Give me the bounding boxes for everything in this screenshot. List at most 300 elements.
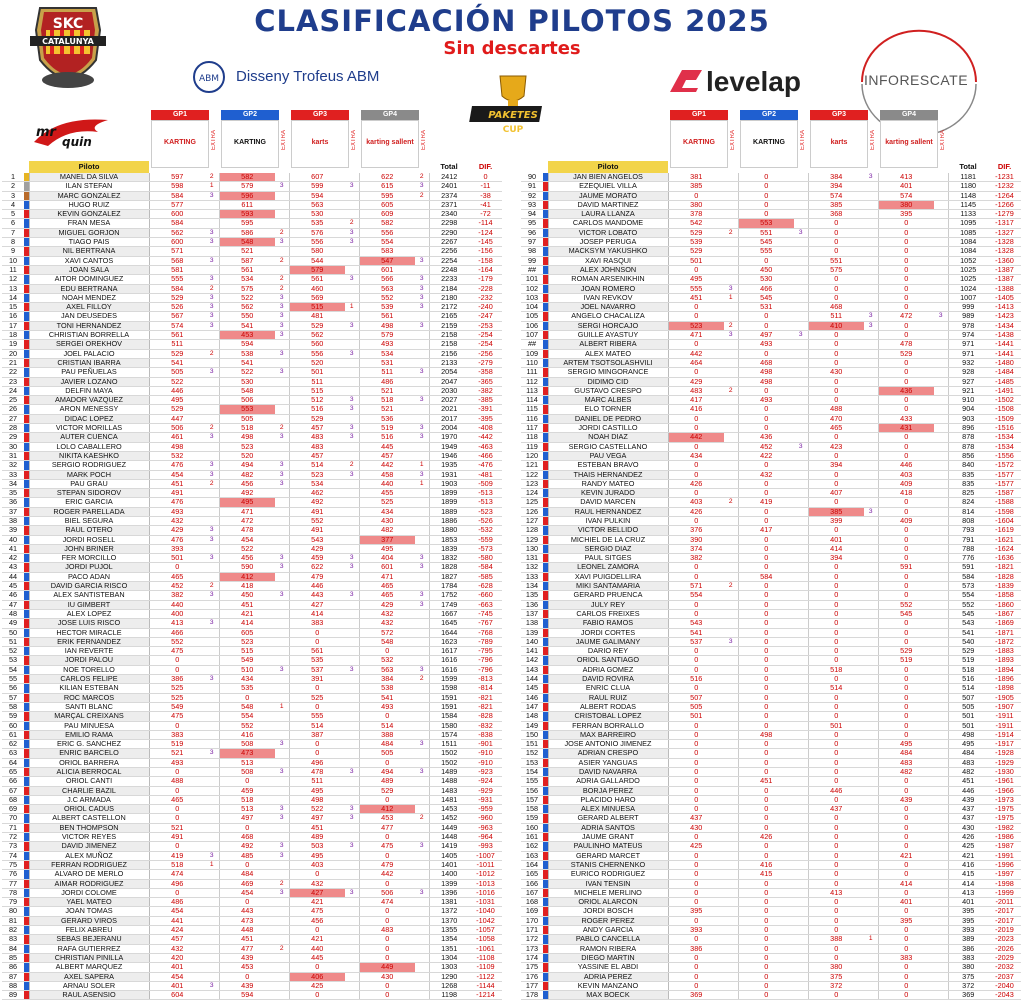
gp4-extra <box>415 805 429 814</box>
gp1-extra <box>724 991 738 1000</box>
gp4-points: 521 <box>359 405 415 414</box>
gp1-points: 386 <box>668 944 724 953</box>
gp2-extra: 3 <box>275 433 289 442</box>
gp2-extra <box>794 424 808 433</box>
total-points: 971 <box>948 349 988 358</box>
gp4-extra <box>934 740 948 749</box>
pilot-name: DIDAC LOPEZ <box>29 414 149 423</box>
gp1-extra <box>205 405 219 414</box>
gp4-points: 0 <box>878 675 934 684</box>
difference: -1636 <box>988 554 1021 563</box>
position-cell: 51 <box>2 637 24 646</box>
gp2-points: 494 <box>219 461 275 470</box>
gp3-points: 514 <box>808 684 864 693</box>
gp3-extra <box>864 647 878 656</box>
gp3-extra <box>864 786 878 795</box>
pilot-name: ORIOL BARRERA <box>29 758 149 767</box>
gp3-extra <box>864 609 878 618</box>
gp4-extra <box>415 489 429 498</box>
total-points: 1419 <box>429 842 469 851</box>
svg-text:ABM: ABM <box>198 74 220 84</box>
gp4-extra: 3 <box>415 396 429 405</box>
position-cell: 147 <box>521 702 543 711</box>
gp1-extra <box>724 312 738 321</box>
gp3-points: 0 <box>808 656 864 665</box>
gp2-points: 450 <box>738 265 794 274</box>
gp3-points: 0 <box>808 814 864 823</box>
gp3-extra: 1 <box>345 303 359 312</box>
position-cell: 159 <box>521 814 543 823</box>
gp2-points: 0 <box>738 740 794 749</box>
gp4-points: 514 <box>359 721 415 730</box>
gp2-extra <box>794 944 808 953</box>
gp4-points: 521 <box>359 386 415 395</box>
total-points: 1181 <box>948 173 988 182</box>
gp1-points: 561 <box>149 331 205 340</box>
gp4-points: 538 <box>359 684 415 693</box>
gp2-extra <box>794 396 808 405</box>
gp4-points: 0 <box>878 823 934 832</box>
gp4-points: 484 <box>359 740 415 749</box>
gp1-extra <box>205 489 219 498</box>
gp3-extra: 3 <box>345 805 359 814</box>
gp1-extra: 3 <box>205 191 219 200</box>
table-row <box>2 470 502 479</box>
gp1-extra <box>724 805 738 814</box>
gp3-points: 0 <box>808 712 864 721</box>
total-points: 543 <box>948 619 988 628</box>
gp4-points: 449 <box>359 963 415 972</box>
gp2-points: 498 <box>738 377 794 386</box>
difference: -963 <box>469 823 502 832</box>
gp2-points: 414 <box>219 619 275 628</box>
gp4-extra <box>934 758 948 767</box>
gp2-points: 0 <box>738 814 794 823</box>
pilot-name: GUSTAVO CRESPO <box>548 386 668 395</box>
difference: -1534 <box>988 442 1021 451</box>
gp2-extra <box>794 981 808 990</box>
pilot-name: NOAH DIAZ <box>548 433 668 442</box>
gp2-points: 0 <box>738 842 794 851</box>
gp2-points: 593 <box>219 210 275 219</box>
pilot-name: CARLOS MANDOME <box>548 219 668 228</box>
gp3-points: 413 <box>808 888 864 897</box>
difference: -745 <box>469 609 502 618</box>
gp2-points: 520 <box>219 451 275 460</box>
gp4-points: 0 <box>878 702 934 711</box>
gp2-points: 605 <box>219 628 275 637</box>
gp3-points: 429 <box>289 544 345 553</box>
gp4-extra <box>415 210 429 219</box>
position-cell: 163 <box>521 851 543 860</box>
gp2-points: 0 <box>738 619 794 628</box>
gp3-extra <box>864 795 878 804</box>
gp2-extra <box>794 935 808 944</box>
total-points: 386 <box>948 944 988 953</box>
position-cell: 138 <box>521 619 543 628</box>
total-points: 395 <box>948 916 988 925</box>
gp1-extra <box>205 451 219 460</box>
gp1-points: 382 <box>149 591 205 600</box>
gp2-extra <box>275 833 289 842</box>
gp2-points: 0 <box>738 554 794 563</box>
position-cell: 146 <box>521 693 543 702</box>
gp4-extra <box>934 879 948 888</box>
gp4-extra <box>934 498 948 507</box>
gp2-points: 0 <box>738 712 794 721</box>
gp3-extra: 1 <box>864 935 878 944</box>
total-points: 495 <box>948 740 988 749</box>
difference: -463 <box>469 442 502 451</box>
gp4-extra <box>934 526 948 535</box>
gp4-extra <box>415 916 429 925</box>
gp2-points: 0 <box>738 944 794 953</box>
gp4-points: 541 <box>359 693 415 702</box>
gp1-extra: 3 <box>205 321 219 330</box>
gp4-extra <box>415 628 429 637</box>
total-points: 788 <box>948 544 988 553</box>
total-points: 814 <box>948 507 988 516</box>
table-row <box>521 619 1021 628</box>
gp3-points: 399 <box>808 516 864 525</box>
gp2-points: 0 <box>738 935 794 944</box>
gp1-extra <box>724 210 738 219</box>
gp3-extra: 2 <box>345 219 359 228</box>
table-row <box>2 907 502 916</box>
pilot-name: ORIOL CANTI <box>29 777 149 786</box>
difference: -1839 <box>988 582 1021 591</box>
gp2-extra <box>275 898 289 907</box>
pilot-name: JORDI ROSELL <box>29 535 149 544</box>
gp4-extra: 3 <box>415 842 429 851</box>
gp2-extra <box>275 675 289 684</box>
gp2-points: 518 <box>219 795 275 804</box>
gp3-extra <box>345 730 359 739</box>
gp2-extra <box>275 173 289 182</box>
gp4-points: 377 <box>359 535 415 544</box>
gp4-extra <box>415 414 429 423</box>
pilot-name: ORIOL SANTIAGO <box>548 656 668 665</box>
gp4-extra: 3 <box>415 888 429 897</box>
difference: -828 <box>469 712 502 721</box>
gp3-points: 511 <box>808 312 864 321</box>
gp1-extra <box>205 833 219 842</box>
gp1-extra <box>724 396 738 405</box>
gp3-extra <box>864 628 878 637</box>
gp2-extra <box>794 591 808 600</box>
total-points: 1949 <box>429 442 469 451</box>
gp3-points: 0 <box>808 879 864 888</box>
pilot-name: PABLO CANCELLA <box>548 935 668 944</box>
difference: -1996 <box>988 860 1021 869</box>
gp4-extra <box>415 358 429 367</box>
gp1-points: 600 <box>149 238 205 247</box>
gp3-points: 0 <box>808 898 864 907</box>
pilot-name: STANIS CHERNENKO <box>548 860 668 869</box>
gp3-extra <box>345 256 359 265</box>
difference: -767 <box>469 619 502 628</box>
total-points: 2158 <box>429 331 469 340</box>
gp1-points: 451 <box>668 293 724 302</box>
gp4-extra <box>415 516 429 525</box>
gp3-extra: 3 <box>345 275 359 284</box>
gp4-points: 429 <box>359 600 415 609</box>
gp3-points: 0 <box>808 479 864 488</box>
gp2-points: 478 <box>219 526 275 535</box>
gp3-points: 0 <box>808 647 864 656</box>
gp1-extra <box>205 600 219 609</box>
total-points: 1899 <box>429 498 469 507</box>
gp3-points: 0 <box>808 702 864 711</box>
header-gp2: GP2 <box>221 110 279 120</box>
gp1-points: 0 <box>668 981 724 990</box>
position-cell: 157 <box>521 795 543 804</box>
difference: -1502 <box>988 396 1021 405</box>
gp3-points: 0 <box>808 284 864 293</box>
gp4-points: 445 <box>359 442 415 451</box>
gp1-points: 552 <box>149 637 205 646</box>
gp1-points: 0 <box>668 786 724 795</box>
position-cell: 19 <box>2 340 24 349</box>
gp3-points: 0 <box>808 953 864 962</box>
position-cell: 99 <box>521 256 543 265</box>
gp2-extra <box>794 740 808 749</box>
gp4-extra <box>415 749 429 758</box>
position-cell: 11 <box>2 265 24 274</box>
table-row <box>2 535 502 544</box>
total-points: 1644 <box>429 628 469 637</box>
pilot-name: JOSE LUIS RISCO <box>29 619 149 628</box>
gp2-points: 586 <box>219 228 275 237</box>
gp1-points: 420 <box>149 953 205 962</box>
gp1-points: 0 <box>668 414 724 423</box>
total-points: 1085 <box>948 228 988 237</box>
gp2-points: 587 <box>219 256 275 265</box>
gp2-points: 0 <box>738 210 794 219</box>
total-points: 1304 <box>429 953 469 962</box>
gp3-points: 563 <box>289 200 345 209</box>
gp4-extra <box>934 433 948 442</box>
gp1-extra <box>205 805 219 814</box>
table-row <box>2 498 502 507</box>
total-points: 1617 <box>429 647 469 656</box>
total-points: 971 <box>948 340 988 349</box>
difference: -795 <box>469 647 502 656</box>
difference: -580 <box>469 554 502 563</box>
gp1-extra <box>724 898 738 907</box>
gp2-points: 521 <box>219 247 275 256</box>
difference: -660 <box>469 591 502 600</box>
gp2-extra <box>275 712 289 721</box>
gp4-extra <box>415 507 429 516</box>
gp1-extra <box>205 768 219 777</box>
pilot-name: SERGIO RODRIGUEZ <box>29 461 149 470</box>
table-row <box>521 182 1021 191</box>
gp3-points: 575 <box>808 265 864 274</box>
pilot-name: IVAN REVKOV <box>548 293 668 302</box>
position-cell: 110 <box>521 358 543 367</box>
gp4-extra <box>415 656 429 665</box>
gp4-extra: 3 <box>415 275 429 284</box>
gp2-extra: 3 <box>275 331 289 340</box>
gp1-points: 0 <box>668 768 724 777</box>
gp4-extra: 3 <box>934 312 948 321</box>
total-points: 1889 <box>429 507 469 516</box>
position-cell: 63 <box>2 749 24 758</box>
table-row <box>2 368 502 377</box>
gp3-points: 457 <box>289 451 345 460</box>
gp3-extra <box>864 582 878 591</box>
gp1-extra <box>724 563 738 572</box>
gp1-points: 532 <box>149 451 205 460</box>
position-cell: 132 <box>521 563 543 572</box>
gp2-points: 484 <box>219 870 275 879</box>
gp2-extra <box>794 991 808 1000</box>
gp4-extra <box>415 386 429 395</box>
gp3-extra: 3 <box>345 396 359 405</box>
header-gp2: GP2 <box>740 110 798 120</box>
table-row <box>521 712 1021 721</box>
gp1-extra: 3 <box>724 331 738 340</box>
pilot-name: ROGER PARELLADA <box>29 507 149 516</box>
total-points: 1616 <box>429 665 469 674</box>
gp4-extra <box>415 331 429 340</box>
pilot-name: THAIS HERNANDEZ <box>548 470 668 479</box>
gp1-points: 549 <box>149 702 205 711</box>
total-points: 1502 <box>429 749 469 758</box>
gp3-points: 492 <box>289 498 345 507</box>
pilot-name: YASSINE EL ABDI <box>548 963 668 972</box>
gp2-extra: 3 <box>794 442 808 451</box>
pilot-name: KEVIN JURADO <box>548 489 668 498</box>
gp4-points: 0 <box>878 926 934 935</box>
gp2-points: 554 <box>219 712 275 721</box>
gp1-points: 0 <box>668 860 724 869</box>
sponsor-inforescate: INFORESCATE <box>864 72 969 88</box>
gp4-points: 430 <box>359 972 415 981</box>
pilot-name: AXEL FILLOY <box>29 303 149 312</box>
gp1-points: 0 <box>149 786 205 795</box>
pilot-name: JOAN TOMAS <box>29 907 149 916</box>
gp4-points: 511 <box>359 368 415 377</box>
gp1-points: 452 <box>149 582 205 591</box>
gp2-extra <box>794 712 808 721</box>
position-cell: 127 <box>521 516 543 525</box>
gp3-extra <box>864 200 878 209</box>
difference: -1872 <box>988 637 1021 646</box>
gp2-points: 468 <box>219 833 275 842</box>
difference: -1911 <box>988 721 1021 730</box>
gp2-extra <box>794 721 808 730</box>
gp1-extra: 1 <box>724 293 738 302</box>
gp4-points: 401 <box>878 898 934 907</box>
gp1-points: 493 <box>149 758 205 767</box>
gp1-extra <box>724 786 738 795</box>
gp2-extra <box>275 953 289 962</box>
gp4-extra <box>934 321 948 330</box>
pilot-name: HUGO RUIZ <box>29 200 149 209</box>
total-points: 1452 <box>429 814 469 823</box>
gp3-points: 0 <box>289 637 345 646</box>
total-points: 498 <box>948 730 988 739</box>
gp3-extra: 3 <box>345 321 359 330</box>
gp4-extra <box>934 470 948 479</box>
gp3-extra <box>345 637 359 646</box>
gp1-points: 542 <box>668 219 724 228</box>
gp1-points: 600 <box>149 210 205 219</box>
gp2-points: 0 <box>738 675 794 684</box>
position-cell: 91 <box>521 182 543 191</box>
gp3-points: 468 <box>808 303 864 312</box>
gp3-points: 0 <box>808 740 864 749</box>
gp2-points: 0 <box>738 386 794 395</box>
difference: -164 <box>469 265 502 274</box>
position-cell: 129 <box>521 535 543 544</box>
pilot-name: ROMAN ARSENIKHIN <box>548 275 668 284</box>
pilot-name: ADRIA PEREZ <box>548 972 668 981</box>
gp3-extra <box>864 470 878 479</box>
gp1-points: 419 <box>149 851 205 860</box>
pilot-name: ALEX MATEO <box>548 349 668 358</box>
pilot-name: CHRISTIAN BORRELLA <box>29 331 149 340</box>
gp4-points: 0 <box>878 814 934 823</box>
difference: -2032 <box>988 963 1021 972</box>
table-row <box>521 535 1021 544</box>
gp3-points: 594 <box>289 191 345 200</box>
gp4-points: 0 <box>878 963 934 972</box>
pilot-name: JOSE ANTONIO JIMENEZ <box>548 740 668 749</box>
gp1-points: 541 <box>668 628 724 637</box>
difference: -1441 <box>988 349 1021 358</box>
gp2-points: 443 <box>219 907 275 916</box>
gp3-points: 460 <box>289 284 345 293</box>
total-points: 1970 <box>429 433 469 442</box>
position-cell: 86 <box>2 963 24 972</box>
gp1-extra: 3 <box>205 535 219 544</box>
difference: -1828 <box>988 572 1021 581</box>
gp4-extra <box>934 368 948 377</box>
gp1-points: 390 <box>668 535 724 544</box>
difference: -585 <box>469 572 502 581</box>
pilot-name: JULY REY <box>548 600 668 609</box>
gp4-points: 0 <box>878 888 934 897</box>
gp4-points: 563 <box>359 284 415 293</box>
total-points: 415 <box>948 870 988 879</box>
position-cell: 8 <box>2 238 24 247</box>
gp3-extra <box>345 777 359 786</box>
gp4-points: 529 <box>878 647 934 656</box>
gp2-extra <box>794 851 808 860</box>
gp3-extra <box>864 963 878 972</box>
gp1-points: 0 <box>668 777 724 786</box>
gp1-points: 474 <box>149 870 205 879</box>
header-piloto: Piloto <box>29 161 149 173</box>
gp1-points: 511 <box>149 340 205 349</box>
difference: -959 <box>469 805 502 814</box>
gp3-extra: 3 <box>345 470 359 479</box>
pilot-name: STEPAN SIDOROV <box>29 489 149 498</box>
total-points: 401 <box>948 898 988 907</box>
position-cell: 84 <box>2 944 24 953</box>
position-cell: 75 <box>2 860 24 869</box>
gp3-extra <box>864 888 878 897</box>
position-cell: 9 <box>2 247 24 256</box>
gp4-points: 547 <box>359 256 415 265</box>
gp2-points: 549 <box>219 656 275 665</box>
pilot-name: IU GIMBERT <box>29 600 149 609</box>
gp1-extra <box>724 851 738 860</box>
gp2-points: 531 <box>738 303 794 312</box>
